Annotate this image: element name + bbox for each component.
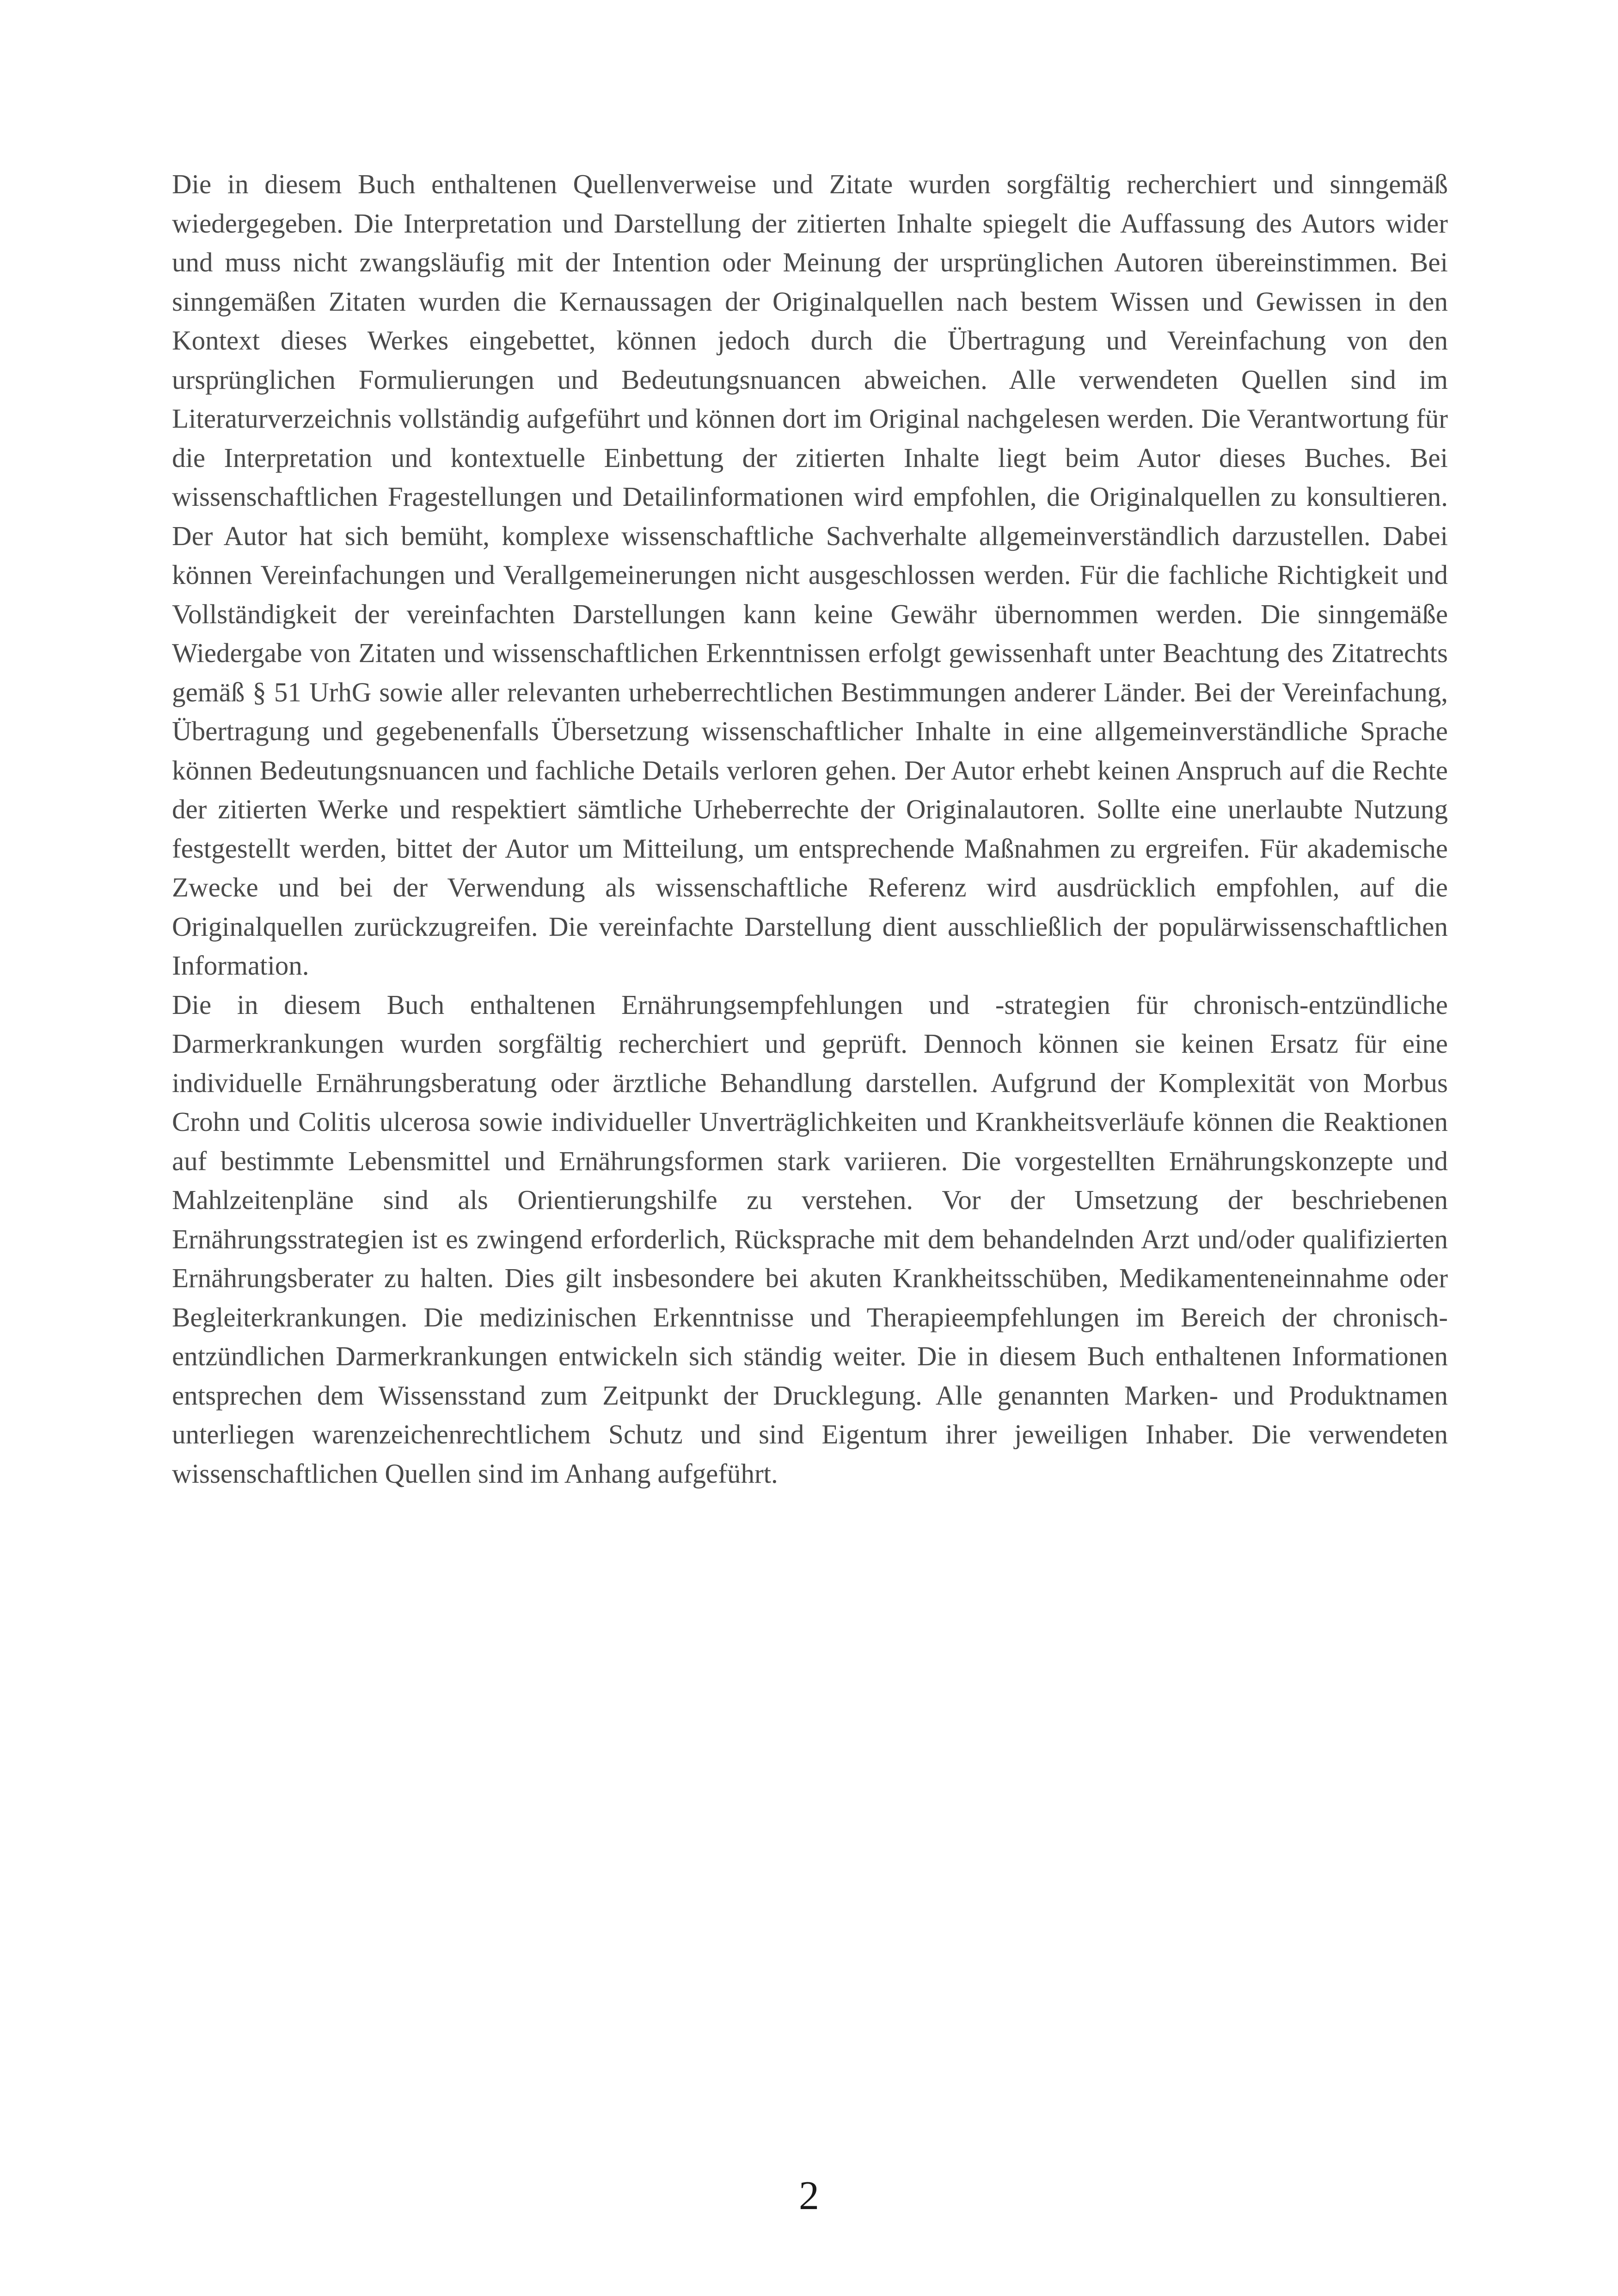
- paragraph-sources-disclaimer: Die in diesem Buch enthaltenen Quellenverweise und Zitate wurden sorgfältig recherchiert und sinngemäß wiedergegeben. Die Interpretation und Darstellung der zitierten Inhalte spiegelt die Auffassung des Autors wider und muss nicht zwangsläufig mit der Intention oder Meinung der ursprünglichen Autoren übereinstimmen. Bei sinngemäßen Zitaten wurden die Kernaussagen der Originalquellen nach bestem Wissen und Gewissen in den Kontext dieses Werkes eingebettet, können jedoch durch die Übertragung und Vereinfachung von den ursprünglichen Formulierungen und Bedeutungsnuancen abweichen. Alle verwendeten Quellen sind im Literaturverzeichnis vollständig aufgeführt und können dort im Original nachgelesen werden. Die Verantwortung für die Interpretation und kontextuelle Einbettung der zitierten Inhalte liegt beim Autor dieses Buches. Bei wissenschaftlichen Fragestellungen und Detailinformationen wird empfohlen, die Originalquellen zu konsultieren. Der Autor hat sich bemüht, komplexe wissenschaftliche Sachverhalte allgemeinverständlich darzustellen. Dabei können Vereinfachungen und Verallgemeinerungen nicht ausgeschlossen werden. Für die fachliche Richtigkeit und Vollständigkeit der vereinfachten Darstellungen kann keine Gewähr übernommen werden. Die sinngemäße Wiedergabe von Zitaten und wissenschaftlichen Erkenntnissen erfolgt gewissenhaft unter Beachtung des Zitatrechts gemäß § 51 UrhG sowie aller relevanten urheberrechtlichen Bestimmungen anderer Länder. Bei der Vereinfachung, Übertragung und gegebenenfalls Übersetzung wissenschaftlicher Inhalte in eine allgemeinverständliche Sprache können Bedeutungsnuancen und fachliche Details verloren gehen. Der Autor erhebt keinen Anspruch auf die Rechte der zitierten Werke und respektiert sämtliche Urheberrechte der Originalautoren. Sollte eine unerlaubte Nutzung festgestellt werden, bittet der Autor um Mitteilung, um entsprechende Maßnahmen zu ergreifen. Für akademische Zwecke und bei der Verwendung als wissenschaftliche Referenz wird ausdrücklich empfohlen, auf die Originalquellen zurückzugreifen. Die vereinfachte Darstellung dient ausschließlich der populärwissenschaftlichen Information.: [172, 169, 1448, 981]
- page-number: 2: [799, 2173, 819, 2218]
- body-text: [172, 165, 1448, 1493]
- paragraph-nutrition-disclaimer: Die in diesem Buch enthaltenen Ernährungsempfehlungen und -strategien für chronisch-entzündliche Darmerkrankungen wurden sorgfältig recherchiert und geprüft. Dennoch können sie keinen Ersatz für eine individuelle Ernährungsberatung oder ärztliche Behandlung darstellen. Aufgrund der Komplexität von Morbus Crohn und Colitis ulcerosa sowie individueller Unverträglichkeiten und Krankheitsverläufe können die Reaktionen auf bestimmte Lebensmittel und Ernährungsformen stark variieren. Die vorgestellten Ernährungskonzepte und Mahlzeitenpläne sind als Orientierungshilfe zu verstehen. Vor der Umsetzung der beschriebenen Ernährungsstrategien ist es zwingend erforderlich, Rücksprache mit dem behandelnden Arzt und/oder qualifizierten Ernährungsberater zu halten. Dies gilt insbesondere bei akuten Krankheitsschüben, Medikamenteneinnahme oder Begleiterkrankungen. Die medizinischen Erkenntnisse und Therapieempfehlungen im Bereich der chronisch-entzündlichen Darmerkrankungen entwickeln sich ständig weiter. Die in diesem Buch enthaltenen Informationen entsprechen dem Wissensstand zum Zeitpunkt der Drucklegung. Alle genannten Marken- und Produktnamen unterliegen warenzeichenrechtlichem Schutz und sind Eigentum ihrer jeweiligen Inhaber. Die verwendeten wissenschaftlichen Quellen sind im Anhang aufgeführt.: [172, 989, 1448, 1489]
